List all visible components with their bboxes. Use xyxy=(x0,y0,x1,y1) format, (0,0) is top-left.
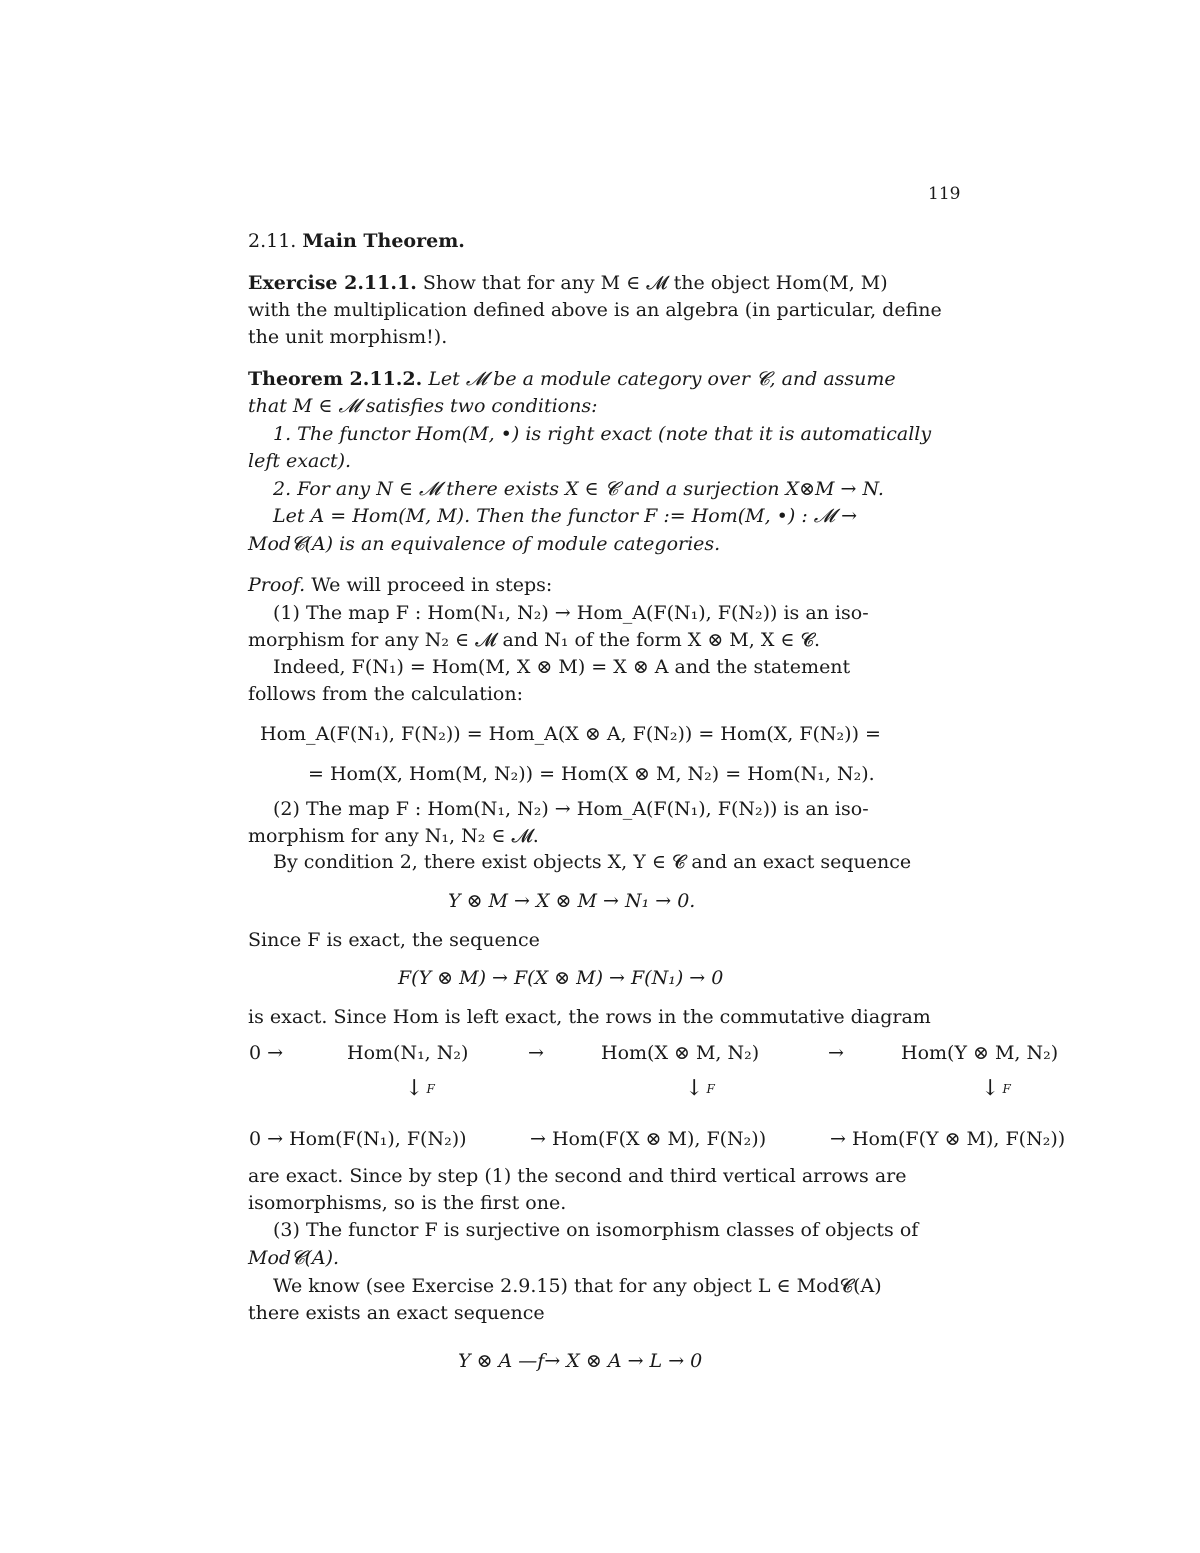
exercise-line-2: with the multiplication defined above is an algebra (in particular, define xyxy=(248,299,942,321)
page-number: 119 xyxy=(928,184,961,204)
exercise-line-1: Exercise 2.11.1. Show that for any M ∈ 𝓜 the object Hom(M, M) xyxy=(248,272,888,294)
exercise-label: Exercise 2.11.1. xyxy=(248,272,417,294)
proof-line-16: isomorphisms, so is the first one. xyxy=(248,1192,567,1214)
proof-line-10: By condition 2, there exist objects X, Y ∈ 𝓒 and an exact sequence xyxy=(273,851,912,873)
proof-label: Proof. xyxy=(248,574,306,596)
theorem-line-3: 1. The functor Hom(M, •) is right exact (note that it is automatically xyxy=(273,423,932,445)
diagram-bottom-1: 0 → Hom(F(N₁), F(N₂)) xyxy=(249,1128,467,1150)
theorem-line-6: Let A = Hom(M, M). Then the functor F := Hom(M, •) : 𝓜 → xyxy=(273,505,857,527)
diagram-top-zero: 0 → xyxy=(249,1042,284,1064)
section-number: 2.11. xyxy=(248,230,297,252)
proof-line-5: follows from the calculation: xyxy=(248,683,523,705)
equation-1: Hom_A(F(N₁), F(N₂)) = Hom_A(X ⊗ A, F(N₂)) = Hom(X, F(N₂)) = xyxy=(260,723,881,745)
theorem-line-7: Mod𝓒(A) is an equivalence of module categories. xyxy=(248,533,721,555)
diagram-bottom-3: → Hom(F(Y ⊗ M), F(N₂)) xyxy=(830,1128,1066,1150)
section-heading xyxy=(248,228,465,254)
equation-2: = Hom(X, Hom(M, N₂)) = Hom(X ⊗ M, N₂) = Hom(N₁, N₂). xyxy=(308,763,875,785)
proof-line-1: Proof. We will proceed in steps: xyxy=(248,574,553,596)
vertical-arrow-2: ↓ $^F$ xyxy=(685,1076,715,1101)
proof-line-12: Since F is exact, the sequence xyxy=(248,929,540,951)
section-title: Main Theorem. xyxy=(302,230,465,252)
proof-line-4: Indeed, F(N₁) = Hom(M, X ⊗ M) = X ⊗ A and the statement xyxy=(273,656,851,678)
diagram-top-hom-1: Hom(N₁, N₂) xyxy=(347,1042,469,1064)
diagram-top-arrow-1: → xyxy=(528,1042,544,1064)
theorem-line-4: left exact). xyxy=(248,450,352,472)
equation-5: Y ⊗ A —f→ X ⊗ A → L → 0 xyxy=(458,1350,703,1372)
diagram-bottom-2: → Hom(F(X ⊗ M), F(N₂)) xyxy=(530,1128,767,1150)
theorem-line-1: Theorem 2.11.2. Let 𝓜 be a module category over 𝓒, and assume xyxy=(248,368,896,390)
equation-4: F(Y ⊗ M) → F(X ⊗ M) → F(N₁) → 0 xyxy=(398,967,724,989)
proof-line-3: morphism for any N₂ ∈ 𝓜 and N₁ of the form X ⊗ M, X ∈ 𝓒. xyxy=(248,629,821,651)
proof-line-19: We know (see Exercise 2.9.15) that for any object L ∈ Mod𝓒(A) xyxy=(273,1275,882,1297)
diagram-top-hom-2: Hom(X ⊗ M, N₂) xyxy=(601,1042,760,1064)
proof-line-9: morphism for any N₁, N₂ ∈ 𝓜. xyxy=(248,825,539,847)
proof-line-14: is exact. Since Hom is left exact, the rows in the commutative diagram xyxy=(248,1006,931,1028)
exercise-line-3: the unit morphism!). xyxy=(248,326,448,348)
proof-line-15: are exact. Since by step (1) the second and third vertical arrows are xyxy=(248,1165,907,1187)
vertical-arrow-3: ↓ $^F$ xyxy=(981,1076,1011,1101)
theorem-line-2: that M ∈ 𝓜 satisfies two conditions: xyxy=(248,395,598,417)
proof-line-8: (2) The map F : Hom(N₁, N₂) → Hom_A(F(N₁), F(N₂)) is an iso- xyxy=(273,798,869,820)
diagram-top-arrow-2: → xyxy=(828,1042,844,1064)
vertical-arrow-1: ↓ $^F$ xyxy=(405,1076,435,1101)
theorem-line-5: 2. For any N ∈ 𝓜 there exists X ∈ 𝓒 and a surjection X⊗M → N. xyxy=(273,478,884,500)
theorem-label: Theorem 2.11.2. xyxy=(248,368,423,390)
proof-line-20: there exists an exact sequence xyxy=(248,1302,545,1324)
proof-line-2: (1) The map F : Hom(N₁, N₂) → Hom_A(F(N₁), F(N₂)) is an iso- xyxy=(273,602,869,624)
equation-3: Y ⊗ M → X ⊗ M → N₁ → 0. xyxy=(448,890,696,912)
proof-line-17: (3) The functor F is surjective on isomorphism classes of objects of xyxy=(273,1219,919,1241)
diagram-top-hom-3: Hom(Y ⊗ M, N₂) xyxy=(901,1042,1059,1064)
proof-line-18: Mod𝓒(A). xyxy=(248,1247,340,1269)
